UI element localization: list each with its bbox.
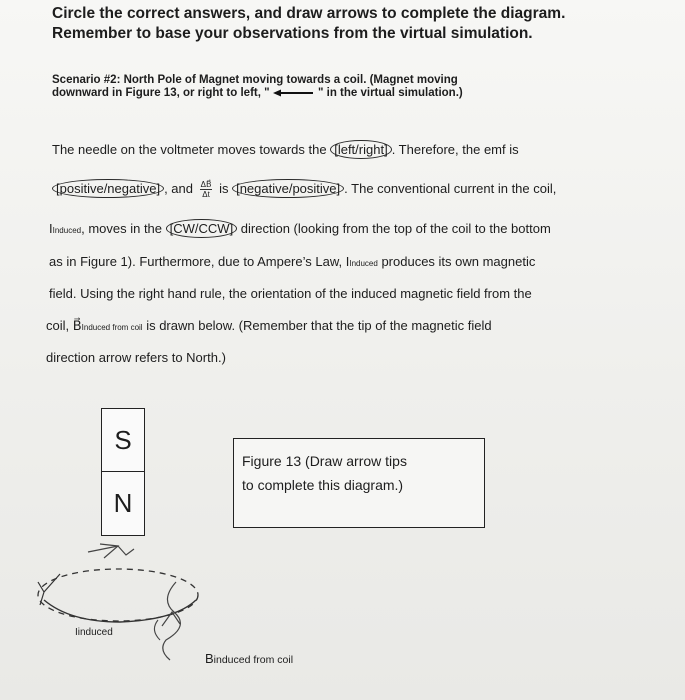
text-run: coil, bbox=[46, 318, 73, 333]
choice-left-right[interactable]: [left/right] bbox=[330, 140, 391, 159]
text-run: direction (looking from the top of the coil to the bottom bbox=[237, 221, 551, 236]
symbol-I: I bbox=[345, 254, 350, 269]
text-run: The needle on the voltmeter moves towards the bbox=[52, 142, 331, 157]
instructions-title: Circle the correct answers, and draw arrows to complete the diagram. Remember to base your observations from the virtual simulation. bbox=[52, 5, 566, 42]
frac-denominator: Δt bbox=[202, 190, 210, 199]
paragraph-line-5: field. Using the right hand rule, the orientation of the induced magnetic field from the bbox=[49, 286, 532, 301]
symbol-I: I bbox=[49, 221, 53, 236]
symbol-B: B⃗ bbox=[72, 318, 82, 333]
scenario-line-2b: " in the virtual simulation.) bbox=[317, 87, 463, 99]
scenario-line-2a: downward in Figure 13, or right to left, " bbox=[52, 87, 270, 99]
induced-field-arrowhead bbox=[162, 612, 180, 626]
figure-caption-text: Figure 13 (Draw arrow tips to complete this diagram.) bbox=[242, 453, 407, 493]
frac-numerator: ΔB⃗ bbox=[200, 180, 212, 189]
choice-negative-positive[interactable]: [negative/positive] bbox=[232, 179, 344, 198]
text-run: is drawn below. (Remember that the tip of the magnetic field bbox=[142, 318, 492, 333]
text-run: is bbox=[215, 180, 233, 196]
text-run: , and bbox=[164, 180, 197, 196]
paragraph-line-7: direction arrow refers to North.) bbox=[46, 350, 226, 365]
subscript: Induced from coil bbox=[81, 323, 143, 332]
subscript: Induced bbox=[349, 259, 378, 268]
north-pole-label: N bbox=[113, 488, 133, 518]
text-run: . Therefore, the emf is bbox=[391, 142, 519, 157]
text-run: produces its own magnetic bbox=[377, 254, 536, 269]
subscript: induced from coil bbox=[213, 654, 294, 666]
magnet-motion-arrow bbox=[88, 544, 134, 558]
choice-cw-ccw[interactable]: [CW/CCW] bbox=[166, 219, 238, 238]
scenario-line-1: Scenario #2: North Pole of Magnet moving towards a coil. (Magnet moving bbox=[52, 74, 458, 86]
b-induced-label bbox=[205, 651, 293, 666]
text-run: , moves in the bbox=[81, 221, 166, 236]
i-induced-label: Iinduced bbox=[75, 627, 113, 638]
subscript: Induced bbox=[52, 226, 82, 235]
south-pole-label: S bbox=[114, 425, 132, 455]
text-run: . The conventional current in the coil, bbox=[344, 180, 557, 196]
coil-lead bbox=[154, 620, 160, 640]
text-run: as in Figure 1). Furthermore, due to Ampere’s Law, bbox=[49, 254, 346, 269]
symbol-B: B bbox=[205, 651, 214, 666]
choice-positive-negative[interactable]: [positive/negative] bbox=[52, 179, 164, 198]
